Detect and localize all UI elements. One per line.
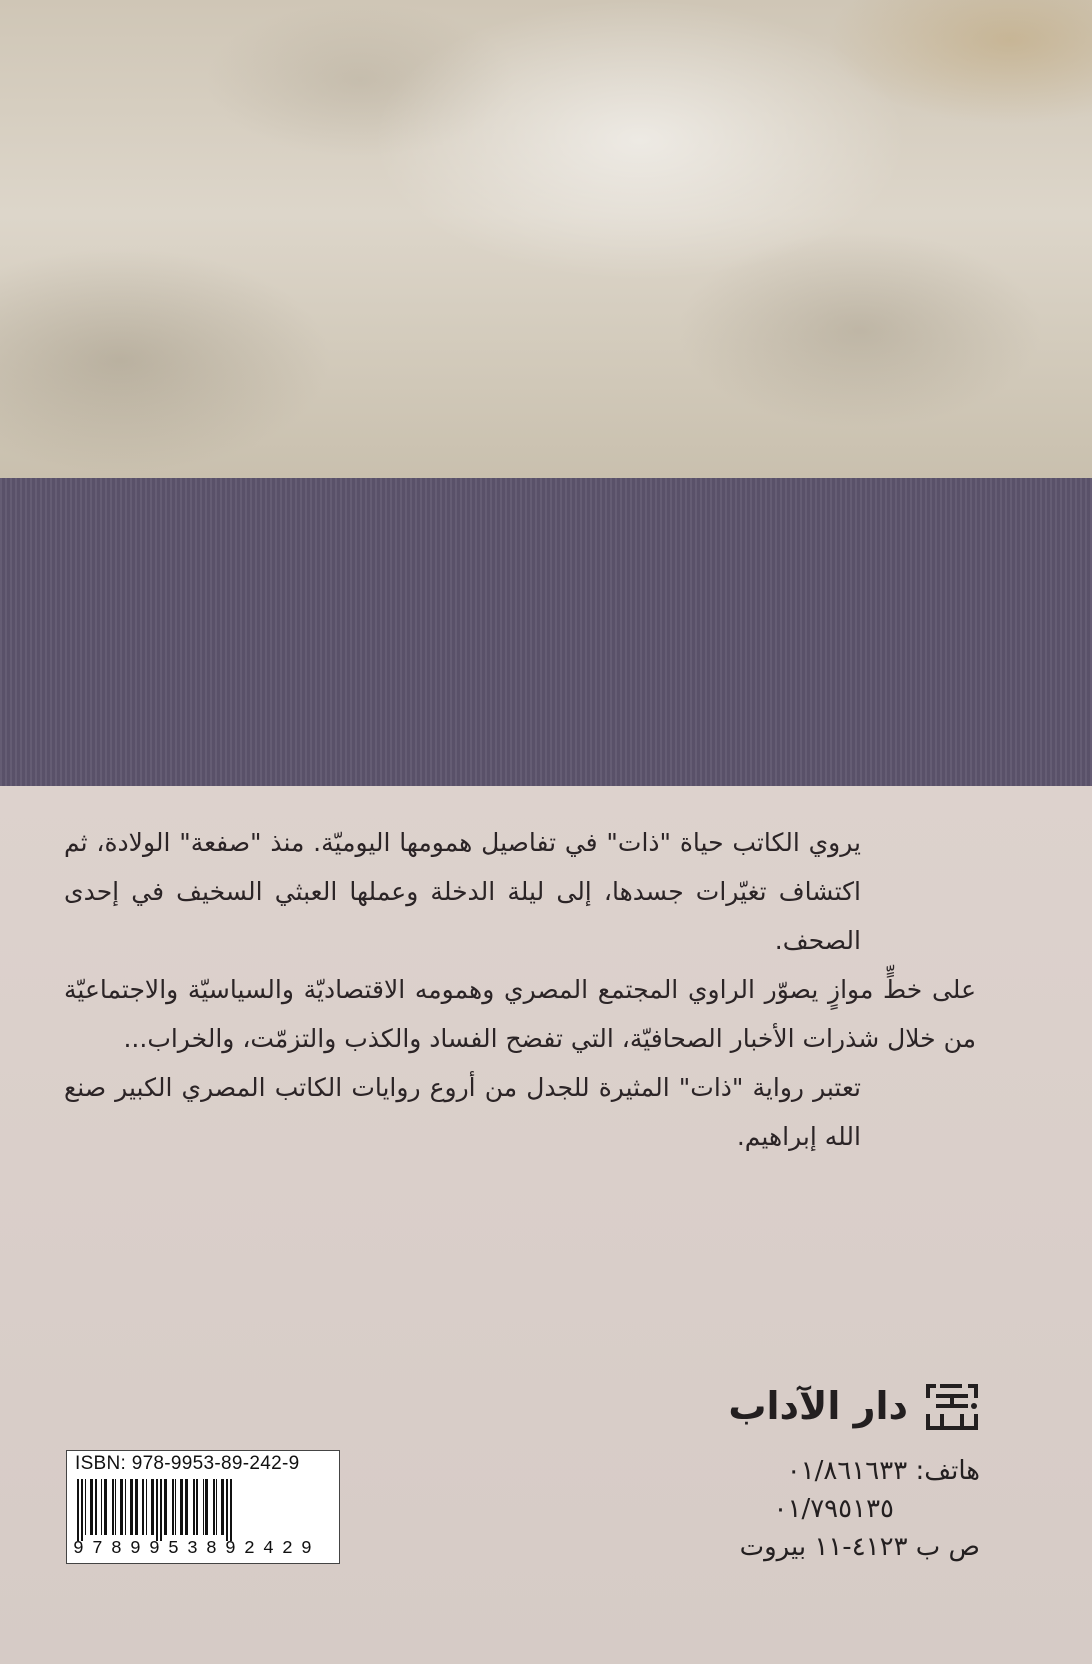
barcode-bar (221, 1479, 224, 1535)
barcode-bar (85, 1479, 86, 1535)
barcode-bar (142, 1479, 144, 1535)
barcode-bar (175, 1479, 176, 1535)
isbn-label: ISBN: 978-9953-89-242-9 (75, 1453, 300, 1474)
barcode-bar (95, 1479, 97, 1535)
barcode-bar (205, 1479, 208, 1535)
barcode-bar (230, 1479, 232, 1541)
phone-row-2 (660, 1490, 980, 1528)
barcode-bar (77, 1479, 79, 1541)
blurb-paragraph-2: على خطٍّ موازٍ يصوّر الراوي المجتمع المصري وهمومه الاقتصاديّة والسياسيّة والاجتماعيّة من خلال شذرات الأخبار الصحافيّة، التي تفضح الفساد والكذب والتزمّت، والخراب... (64, 975, 976, 1053)
barcode-bar (216, 1479, 217, 1535)
barcode-bar (203, 1479, 204, 1535)
barcode-digits: 9789953892429 (73, 1539, 321, 1559)
barcode-bar (160, 1479, 162, 1541)
barcode-bar (115, 1479, 116, 1535)
phone-number-1: ٠١/٨٦١٦٣٣ (786, 1456, 908, 1486)
publisher-block (680, 1376, 980, 1440)
blurb-paragraph-1: يروي الكاتب حياة "ذات" في تفاصيل همومها اليوميّة. منذ "صفعة" الولادة، ثم اكتشاف تغيّرات جسدها، إلى ليلة الدخلة وعملها العبثي السخيف في إحدى الصحف. (64, 828, 861, 955)
barcode-bar (156, 1479, 158, 1541)
isbn-barcode-box (66, 1450, 340, 1564)
barcode-bar (130, 1479, 133, 1535)
barcode-bar (101, 1479, 102, 1535)
barcode-bar (104, 1479, 107, 1535)
barcode-bar (226, 1479, 228, 1541)
publisher-logo-icon (924, 1382, 980, 1432)
publisher-name: دار الآداب (728, 1384, 908, 1428)
barcode-bar (213, 1479, 215, 1535)
barcode-bar (90, 1479, 93, 1535)
barcode-bar (120, 1479, 123, 1535)
barcode-bar (164, 1479, 167, 1535)
publisher-contact (660, 1452, 980, 1566)
barcode-bar (151, 1479, 154, 1535)
phone-number-2: ٠١/٧٩٥١٣٥ (773, 1494, 894, 1524)
phone-row-1 (660, 1452, 980, 1490)
barcode-bar (146, 1479, 147, 1535)
blurb-paragraph-3: تعتبر رواية "ذات" المثيرة للجدل من أروع روايات الكاتب المصري الكبير صنع الله إبراهيم. (64, 1073, 861, 1151)
po-box: ص ب ٤١٢٣-١١ بيروت (739, 1532, 980, 1562)
po-box-row (660, 1528, 980, 1566)
barcode-bar (185, 1479, 188, 1535)
purple-band (0, 478, 1092, 786)
paper-texture-area (0, 0, 1092, 478)
phone-label: هاتف: (915, 1456, 980, 1486)
barcode-icon (75, 1479, 331, 1541)
barcode-bar (125, 1479, 126, 1535)
barcode-bar (193, 1479, 195, 1535)
barcode-bar (112, 1479, 114, 1535)
barcode-bar (180, 1479, 183, 1535)
barcode-bar (172, 1479, 174, 1535)
barcode-bar (135, 1479, 138, 1535)
barcode-bar (196, 1479, 198, 1535)
back-cover-blurb (64, 818, 976, 1161)
barcode-bar (81, 1479, 83, 1541)
